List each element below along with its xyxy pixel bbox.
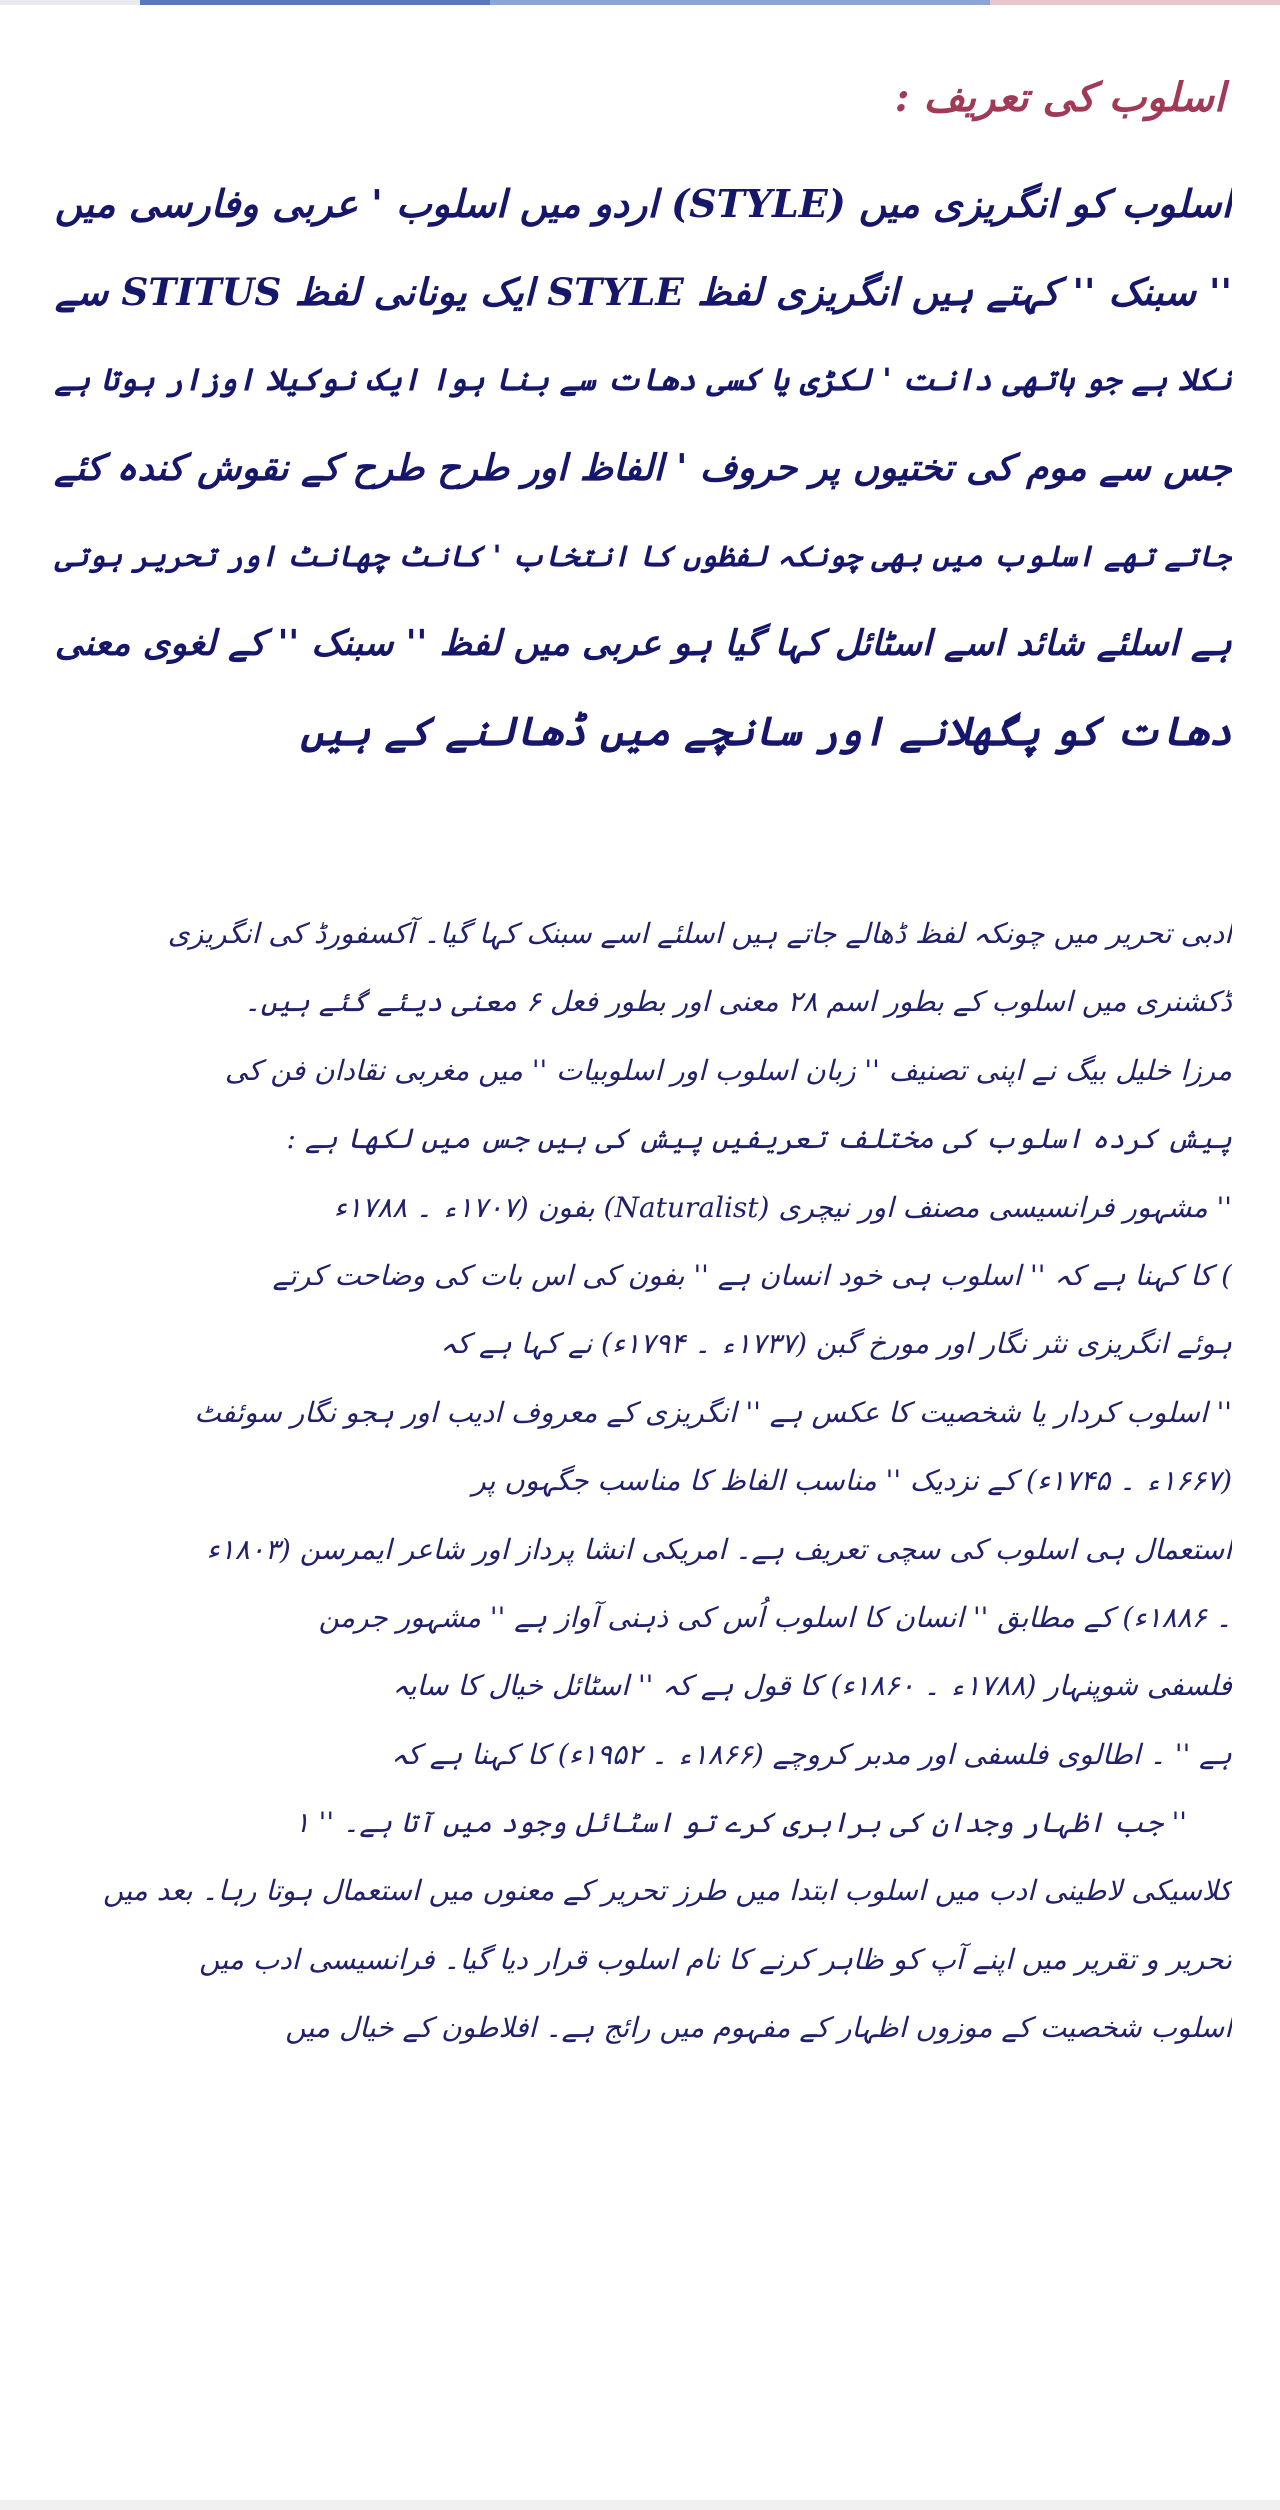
heading-title: اسلوب کی تعریف [923,74,1225,121]
body-line: تحریر و تقریر میں اپنے آپ کو ظاہر کرنے کا نام اسلوب قرار دیا گیا۔ فرانسیسی ادب میں [199,1942,1232,1976]
body-text [37,900,1232,2063]
body-line: ادبی تحریر میں چونکہ لفظ ڈھالے جاتے ہیں اسلئے اسے سبنک کہا گیا۔ آکسفورڈ کی انگریزی [167,917,1232,950]
quote-line: ) کا کہنا ہے کہ '' اسلوب ہی خود انسان ہے '' بفون کی اس بات کی وضاحت کرتے [272,1258,1232,1292]
intro-line: اسلوب کو انگریزی میں (STYLE) اردو میں اسلوب ' عربی وفارسی میں [54,181,1232,226]
body-line: اسلوب شخصیت کے موزوں اظہار کے مفہوم میں رائج ہے۔ افلاطون کے خیال میں [285,2011,1232,2045]
intro-line: دھات کو پگھلانے اور سانچے میں ڈھالنے کے ہیں [300,708,1232,755]
quote-line: (۱۶۶۷ء ۔ ۱۷۴۵ء) کے نزدیک '' مناسب الفاظ کا مناسب جگہوں پر [472,1464,1232,1498]
quote-line: ہے '' ۔ اطالوی فلسفی اور مدبر کروچے (۱۸۶۶ء ۔ ۱۹۵۲ء) کا کہنا ہے کہ [391,1737,1232,1771]
intro-line: جس سے موم کی تختیوں پر حروف ' الفاظ اور طرح طرح کے نقوش کندہ کئے [54,446,1232,489]
quote-line: استعمال ہی اسلوب کی سچی تعریف ہے۔ امریکی انشا پرداز اور شاعر ایمرسن (۱۸۰۳ء [206,1532,1232,1566]
intro-paragraph [42,160,1232,776]
heading-colon: : [894,74,910,121]
quote-line: ہوئے انگریزی نثر نگار اور مورخ گبن (۱۷۳۷ء ۔ ۱۷۹۴ء) نے کہا ہے کہ [440,1327,1232,1361]
quote-line: فلسفی شوپنہار (۱۷۸۸ء ۔ ۱۸۶۰ء) کا قول ہے کہ '' اسٹائل خیال کا سایہ [392,1669,1232,1703]
body-line: کلاسیکی لاطینی ادب میں اسلوب ابتدا میں طرز تحریر کے معنوں میں استعمال ہوتا رہا۔ بعد میں [103,1874,1232,1908]
intro-line: '' سبنک '' کہتے ہیں انگریزی لفظ STYLE ایک یونانی لفظ STITUS سے [54,270,1232,314]
body-line: پیش کردہ اسلوب کی مختلف تعریفیں پیش کی ہیں جس میں لکھا ہے : [286,1122,1232,1156]
quote-line: '' جب اظہار وجدان کی برابری کرے تو اسٹائل وجود میں آتا ہے۔ '' ۱ [294,1806,1187,1840]
body-line: مرزا خلیل بیگ نے اپنی تصنیف '' زبان اسلوب اور اسلوبیات '' میں مغربی نقادان فن کی [224,1053,1232,1087]
section-heading [825,66,1225,130]
intro-line: جاتے تھے اسلوب میں بھی چونکہ لفظوں کا انتخاب ' کانٹ چھانٹ اور تحریر ہوتی [54,539,1232,573]
quote-line: '' اسلوب کردار یا شخصیت کا عکس ہے '' انگریزی کے معروف ادیب اور ہجو نگار سوئفٹ [194,1395,1232,1429]
intro-line: نکلا ہے جو ہاتھی دانت ' لکڑی یا کسی دھات سے بنا ہوا ایک نوکیلا اوزار ہوتا ہے [54,362,1232,398]
bottom-edge [0,2500,1280,2510]
quote-line: '' مشہور فرانسیسی مصنف اور نیچری (Naturalist) بفون (۱۷۰۷ء ۔ ۱۷۸۸ء [333,1190,1232,1224]
intro-line: ہے اسلئے شائد اسے اسٹائل کہا گیا ہو عربی میں لفظ '' سبنک '' کے لغوی معنی [54,623,1232,664]
quote-line: ۔ ۱۸۸۶ء) کے مطابق '' انسان کا اسلوب اُس کی ذہنی آواز ہے '' مشہور جرمن [318,1600,1232,1634]
body-line: ڈکشنری میں اسلوب کے بطور اسم ۲۸ معنی اور بطور فعل ۶ معنی دیئے گئے ہیں۔ [244,985,1232,1019]
